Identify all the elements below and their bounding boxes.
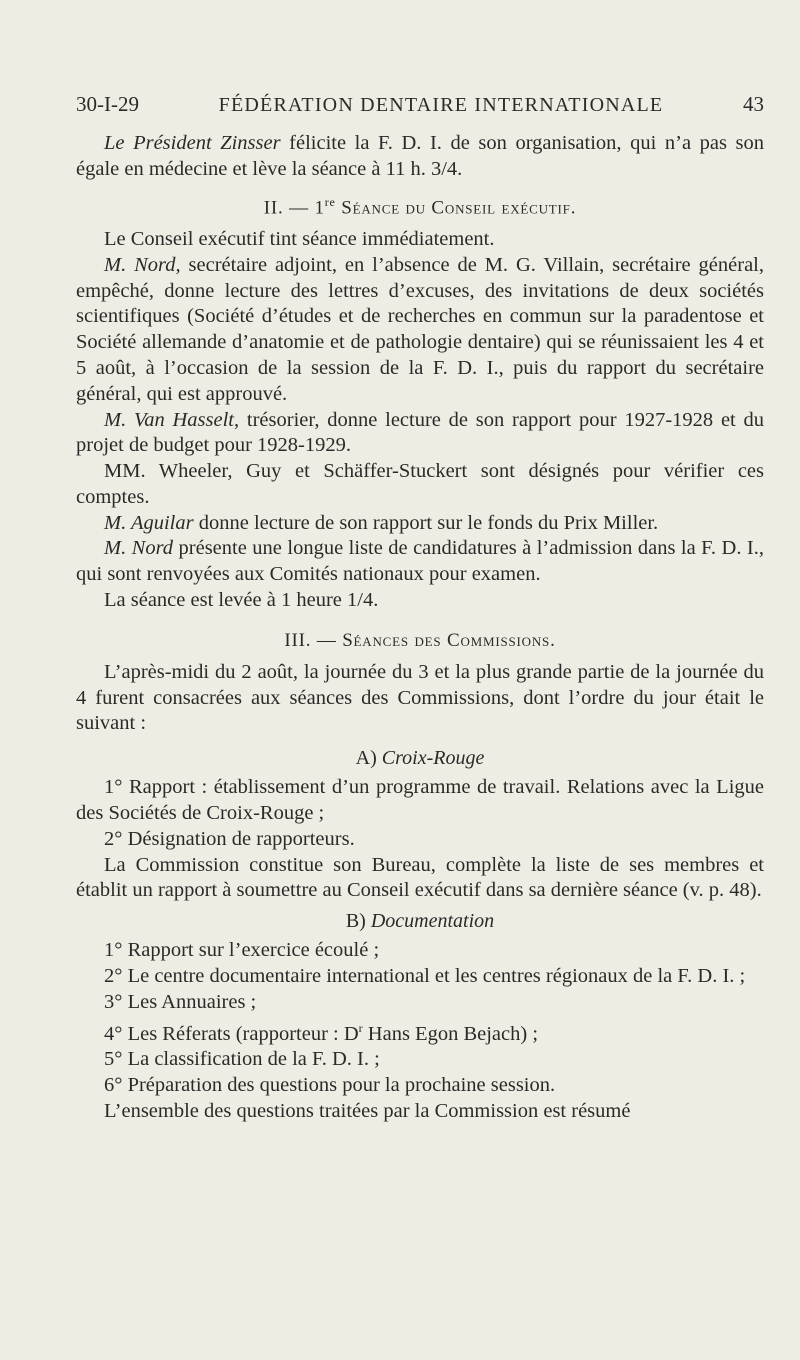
list-item-b6: 6° Préparation des questions pour la prochaine session. <box>104 1074 556 1097</box>
title-abbrev-sup: r <box>358 1020 363 1035</box>
section-numeral: II. — <box>263 196 315 218</box>
section-title: Séance du Conseil exécutif. <box>335 196 577 218</box>
list-item-b2: 2° Le centre documentaire international et les centres régionaux de la F. D. I. ; <box>104 965 746 988</box>
subheading-title: Croix-Rouge <box>381 747 485 770</box>
paragraph-text: donne lecture de son rapport sur le fonds du Prix Miller. <box>193 511 659 534</box>
list-item-b3: 3° Les Annuaires ; <box>104 990 257 1013</box>
speaker-name: M. Nord, <box>104 253 181 276</box>
speaker-name: Le Président Zinsser <box>104 132 281 154</box>
speaker-name: M. Van Hasselt, <box>104 408 240 431</box>
paragraph-nord <box>76 253 764 408</box>
list-item-b1: 1° Rapport sur l’exercice écoulé ; <box>104 939 380 962</box>
paragraph-text: présente une longue liste de candidatures à l’admission dans la F. D. I., qui sont renvoyées aux Comités nationaux pour examen. <box>76 537 764 586</box>
paragraph-last: L’ensemble des questions traitées par la Commission est résumé <box>104 1099 631 1122</box>
section-ordinal: 1 <box>314 196 325 218</box>
paragraph-aguilar <box>76 511 764 537</box>
section-title: Séances des Commissions. <box>342 629 556 651</box>
list-item-a1: 1° Rapport : établissement d’un programme de travail. Relations avec la Ligue des Sociétés de Croix-Rouge ; <box>76 776 764 825</box>
list-item-a2: 2° Désignation de rapporteurs. <box>104 827 355 850</box>
paragraph-commissions: L’après-midi du 2 août, la journée du 3 et la plus grande partie de la journée du 4 furent consacrées aux séances des Commissions, dont l’ordre du jour était le suivant : <box>76 660 764 735</box>
paragraph-text: félicite la F. D. I. de son organisation, qui n’a pas son égale en médecine et lève la séance à 11 h. 3/4. <box>76 132 764 180</box>
subheading-b <box>76 908 764 934</box>
paragraph-comptes: MM. Wheeler, Guy et Schäffer-Stuckert sont désignés pour vérifier ces comptes. <box>76 460 764 508</box>
list-item-text: Hans Egon Bejach) ; <box>362 1022 539 1045</box>
speaker-name: M. Nord <box>104 537 174 560</box>
paragraph-van-hasselt <box>76 408 764 460</box>
paragraph-president <box>76 131 764 183</box>
subheading-a <box>76 745 764 771</box>
subheading-letter: B) <box>345 910 371 933</box>
page-number: 43 <box>743 92 764 116</box>
speaker-name: M. Aguilar <box>104 511 194 534</box>
paragraph-text: secrétaire adjoint, en l’absence de M. G. Villain, secrétaire général, empêché, donne lecture des lettres d’excuses, des invitations de deux sociétés scientifiques (Société d’études et de recherches en commun sur la paradentose et Société allemande d’anatomie et de pathologie dentaire) qui se réunissaient les 4 et 5 août, à l’occasion de la session de la F. D. I., puis du rapport du secrétaire général, qui est approuvé. <box>76 253 765 405</box>
section-heading-3 <box>76 628 764 654</box>
page-header <box>76 92 764 117</box>
list-item-text: 4° Les Réferats (rapporteur : D <box>104 1022 359 1045</box>
list-item-b5: 5° La classification de la F. D. I. ; <box>104 1048 380 1071</box>
section-numeral: III. — <box>284 629 343 651</box>
paragraph-text: trésorier, donne lecture de son rapport pour 1927-1928 et du projet de budget pour 1928-1929. <box>76 408 765 457</box>
paragraph-commission-bureau: La Commission constitue son Bureau, complète la liste de ses membres et établit un rapport à soumettre au Conseil exécutif dans sa dernière séance (v. p. 48). <box>76 853 764 902</box>
header-title: FÉDÉRATION DENTAIRE INTERNATIONALE <box>218 94 664 116</box>
paragraph-conseil: Le Conseil exécutif tint séance immédiatement. <box>104 227 495 250</box>
paragraph-levee: La séance est levée à 1 heure 1/4. <box>104 589 379 612</box>
section-ordinal-suffix: re <box>324 194 336 209</box>
list-item-b4 <box>76 1016 764 1048</box>
subheading-letter: A) <box>355 747 382 770</box>
subheading-title: Documentation <box>370 910 495 933</box>
header-date: 30-I-29 <box>76 92 139 116</box>
section-heading-2 <box>76 189 764 221</box>
paragraph-nord-candidatures <box>76 536 764 588</box>
